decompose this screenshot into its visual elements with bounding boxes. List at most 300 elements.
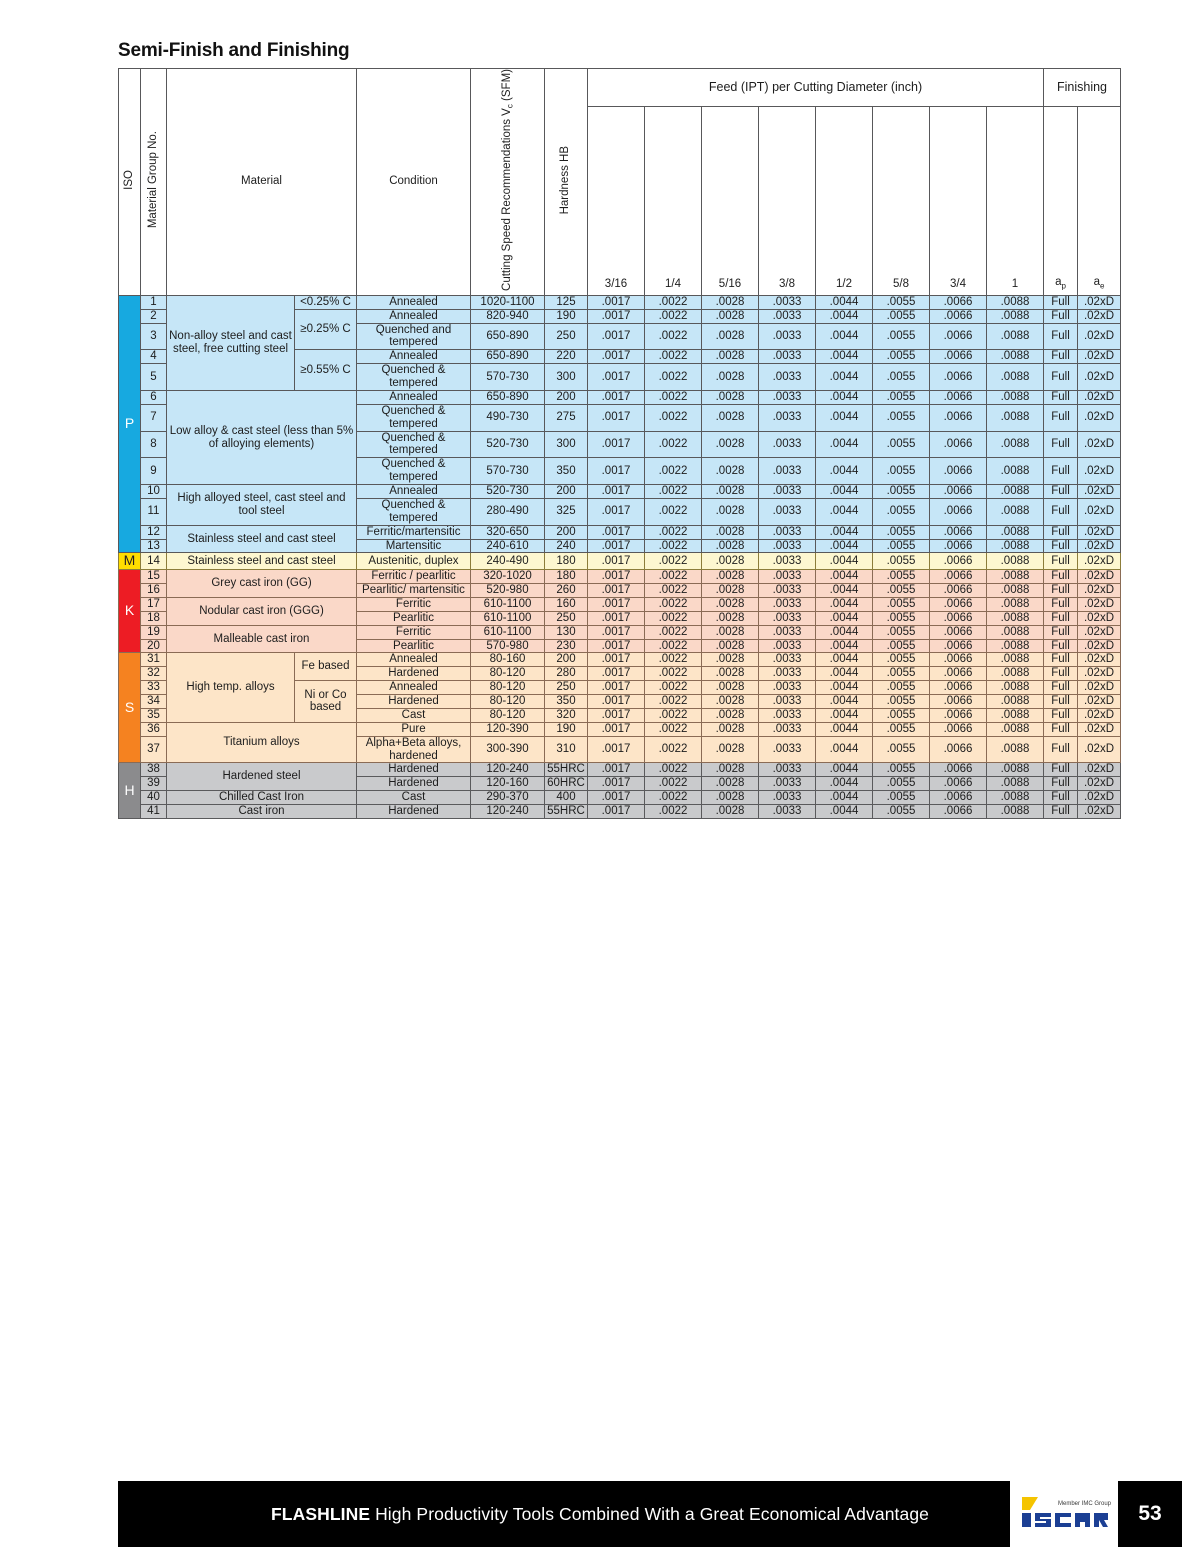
ae-value: .02xD [1078,498,1121,525]
ap-value: Full [1044,404,1078,431]
feed-value-1-2: .0044 [816,364,873,391]
feed-value-1-2: .0044 [816,791,873,805]
feed-value-3-16: .0017 [588,570,645,584]
feed-value-3-16: .0017 [588,625,645,639]
condition-value: Quenched & tempered [357,498,471,525]
feed-value-3-16: .0017 [588,722,645,736]
feed-value-5-16: .0028 [702,777,759,791]
ap-value: Full [1044,763,1078,777]
hardness-value: 240 [545,539,588,553]
ap-value: Full [1044,570,1078,584]
feed-value-3-4: .0066 [930,498,987,525]
header-group-row [119,69,1121,107]
hardness-value: 125 [545,295,588,309]
feed-value-1: .0088 [987,653,1044,667]
feed-value-1-4: .0022 [645,390,702,404]
feed-value-1-2: .0044 [816,485,873,499]
feed-value-1: .0088 [987,708,1044,722]
cutting-speed-subscript: c [505,104,515,109]
material-group-number: 38 [141,763,167,777]
ae-value: .02xD [1078,539,1121,553]
header-dia-1-2: 1/2 [816,106,873,295]
header-ap: $a_p$ [1044,106,1078,295]
header-dia-3-16: 3/16 [588,106,645,295]
table-row [119,722,1121,736]
condition-value: Quenched and tempered [357,323,471,350]
table-head [119,69,1121,296]
feed-value-5-16: .0028 [702,295,759,309]
cutting-speed-value: 520-730 [471,485,545,499]
feed-value-3-8: .0033 [759,570,816,584]
material-subclass: ≥0.25% C [295,309,357,350]
feed-value-1-2: .0044 [816,625,873,639]
cutting-speed-value: 520-730 [471,431,545,458]
material-group-number: 19 [141,625,167,639]
cutting-speed-value: 650-890 [471,390,545,404]
feed-value-3-4: .0066 [930,625,987,639]
feed-value-3-16: .0017 [588,736,645,763]
feed-value-1-2: .0044 [816,639,873,653]
feed-value-1-2: .0044 [816,553,873,570]
feed-value-3-8: .0033 [759,350,816,364]
ae-value: .02xD [1078,611,1121,625]
condition-value: Ferritic / pearlitic [357,570,471,584]
header-ae: $a_e$ [1078,106,1121,295]
ap-value: Full [1044,458,1078,485]
ae-value: .02xD [1078,805,1121,819]
ap-value: Full [1044,364,1078,391]
ap-value: Full [1044,681,1078,695]
feed-value-5-8: .0055 [873,498,930,525]
condition-value: Quenched & tempered [357,458,471,485]
feed-value-3-16: .0017 [588,525,645,539]
feed-value-1-2: .0044 [816,309,873,323]
hardness-value: 180 [545,570,588,584]
iscar-logo-svg [1016,1493,1112,1535]
hardness-value: 55HRC [545,805,588,819]
condition-value: Annealed [357,485,471,499]
hardness-value: 250 [545,611,588,625]
material-subclass: ≥0.55% C [295,350,357,391]
material-group-number: 32 [141,667,167,681]
feed-value-1-2: .0044 [816,695,873,709]
feed-value-1-4: .0022 [645,639,702,653]
feed-value-5-16: .0028 [702,404,759,431]
feed-value-3-8: .0033 [759,681,816,695]
feed-value-5-16: .0028 [702,763,759,777]
ap-value: Full [1044,390,1078,404]
material-group-number: 34 [141,695,167,709]
header-dia-3-8: 3/8 [759,106,816,295]
feed-value-3-4: .0066 [930,570,987,584]
feed-value-1-4: .0022 [645,295,702,309]
ae-value: .02xD [1078,625,1121,639]
feed-value-5-8: .0055 [873,431,930,458]
ae-value: .02xD [1078,390,1121,404]
feed-value-3-4: .0066 [930,350,987,364]
material-name: High alloyed steel, cast steel and tool steel [167,485,357,526]
feed-value-5-16: .0028 [702,639,759,653]
feed-value-3-4: .0066 [930,681,987,695]
feed-value-1-4: .0022 [645,777,702,791]
feed-value-1-4: .0022 [645,667,702,681]
feed-value-1-4: .0022 [645,736,702,763]
header-dia-5-16: 5/16 [702,106,759,295]
header-dia-5-8: 5/8 [873,106,930,295]
condition-value: Annealed [357,350,471,364]
header-dia-1-4: 1/4 [645,106,702,295]
feed-value-1-2: .0044 [816,350,873,364]
ae-value: .02xD [1078,722,1121,736]
header-material: Material [167,69,357,296]
cutting-speed-value: 650-890 [471,323,545,350]
feed-value-1: .0088 [987,763,1044,777]
condition-value: Ferritic [357,597,471,611]
feed-value-1-4: .0022 [645,404,702,431]
material-group-number: 9 [141,458,167,485]
feed-value-1-2: .0044 [816,570,873,584]
feed-value-3-4: .0066 [930,364,987,391]
material-name: High temp. alloys [167,653,295,722]
feed-value-5-16: .0028 [702,597,759,611]
material-name: Chilled Cast Iron [167,791,357,805]
feed-value-3-16: .0017 [588,295,645,309]
condition-value: Pearlitic/ martensitic [357,584,471,598]
feed-value-1: .0088 [987,553,1044,570]
feed-value-1-4: .0022 [645,805,702,819]
feed-value-3-16: .0017 [588,597,645,611]
feed-value-3-4: .0066 [930,485,987,499]
table-body [119,295,1121,818]
logo-member-text: Member IMC Group [1058,1501,1112,1507]
feed-value-3-4: .0066 [930,458,987,485]
material-group-number: 11 [141,498,167,525]
feed-value-3-4: .0066 [930,309,987,323]
feed-value-5-16: .0028 [702,350,759,364]
feed-value-3-8: .0033 [759,805,816,819]
feed-value-5-8: .0055 [873,681,930,695]
hardness-value: 260 [545,584,588,598]
header-finishing-group: Finishing [1044,69,1121,107]
header-iso: ISO [119,69,141,296]
material-group-number: 18 [141,611,167,625]
cutting-speed-value: 610-1100 [471,597,545,611]
ap-value: Full [1044,667,1078,681]
feed-value-3-16: .0017 [588,681,645,695]
feed-value-3-8: .0033 [759,722,816,736]
feed-value-3-8: .0033 [759,485,816,499]
feed-value-3-8: .0033 [759,736,816,763]
ae-value: .02xD [1078,777,1121,791]
feed-value-5-16: .0028 [702,309,759,323]
feed-value-5-8: .0055 [873,364,930,391]
condition-value: Pure [357,722,471,736]
header-cutting-speed: Cutting Speed Recommendations $V_c$ (SFM) [471,69,545,296]
feed-value-1-2: .0044 [816,653,873,667]
ae-value: .02xD [1078,653,1121,667]
ae-value: .02xD [1078,597,1121,611]
feed-value-1: .0088 [987,431,1044,458]
feed-value-1-2: .0044 [816,763,873,777]
table-row [119,597,1121,611]
feed-value-1: .0088 [987,350,1044,364]
feed-value-5-16: .0028 [702,708,759,722]
material-group-number: 14 [141,553,167,570]
table-row [119,625,1121,639]
feed-value-1-4: .0022 [645,485,702,499]
condition-value: Quenched & tempered [357,404,471,431]
hardness-value: 180 [545,553,588,570]
feed-value-5-8: .0055 [873,390,930,404]
feed-value-3-16: .0017 [588,553,645,570]
feed-value-3-4: .0066 [930,295,987,309]
material-group-number: 40 [141,791,167,805]
cutting-speed-value: 280-490 [471,498,545,525]
feed-value-3-8: .0033 [759,597,816,611]
feed-value-1-2: .0044 [816,390,873,404]
page-title: Semi-Finish and Finishing [118,40,350,61]
table-row [119,295,1121,309]
header-dia-3-4: 3/4 [930,106,987,295]
feed-value-1-4: .0022 [645,525,702,539]
condition-value: Annealed [357,295,471,309]
material-group-number: 5 [141,364,167,391]
hardness-value: 250 [545,681,588,695]
feed-value-5-8: .0055 [873,777,930,791]
feed-value-1-2: .0044 [816,404,873,431]
ap-value: Full [1044,736,1078,763]
cutting-speed-value: 120-390 [471,722,545,736]
feed-value-3-4: .0066 [930,667,987,681]
ae-value: .02xD [1078,736,1121,763]
ae-value: .02xD [1078,570,1121,584]
feed-value-5-16: .0028 [702,570,759,584]
material-group-number: 6 [141,390,167,404]
page-number: 53 [1138,1502,1162,1525]
feed-value-5-8: .0055 [873,309,930,323]
feed-value-1-2: .0044 [816,431,873,458]
feed-value-3-16: .0017 [588,763,645,777]
feed-value-1-4: .0022 [645,791,702,805]
feed-value-5-8: .0055 [873,570,930,584]
feed-value-3-4: .0066 [930,390,987,404]
cutting-speed-value: 610-1100 [471,625,545,639]
cutting-speed-value: 570-730 [471,364,545,391]
feed-value-1-2: .0044 [816,597,873,611]
feed-value-3-16: .0017 [588,708,645,722]
cutting-speed-value: 80-120 [471,708,545,722]
material-group-number: 41 [141,805,167,819]
ap-value: Full [1044,611,1078,625]
ap-value: Full [1044,708,1078,722]
condition-value: Pearlitic [357,611,471,625]
feed-value-3-4: .0066 [930,722,987,736]
condition-value: Annealed [357,681,471,695]
feed-value-3-4: .0066 [930,736,987,763]
feed-value-5-8: .0055 [873,791,930,805]
material-group-number: 37 [141,736,167,763]
material-group-number: 39 [141,777,167,791]
feed-value-1-4: .0022 [645,431,702,458]
hardness-value: 60HRC [545,777,588,791]
ap-value: Full [1044,431,1078,458]
feed-value-5-16: .0028 [702,584,759,598]
condition-value: Pearlitic [357,639,471,653]
feed-value-5-8: .0055 [873,584,930,598]
feed-value-5-8: .0055 [873,295,930,309]
feed-value-5-16: .0028 [702,681,759,695]
footer-banner [118,1481,1082,1547]
feed-value-3-16: .0017 [588,485,645,499]
feed-value-5-8: .0055 [873,763,930,777]
iso-group-s: S [119,653,141,763]
table-row [119,553,1121,570]
feed-value-1: .0088 [987,736,1044,763]
ap-value: Full [1044,295,1078,309]
ae-value: .02xD [1078,695,1121,709]
material-name: Titanium alloys [167,722,357,763]
feed-value-1: .0088 [987,364,1044,391]
feed-value-5-8: .0055 [873,625,930,639]
feed-value-5-16: .0028 [702,323,759,350]
material-group-number: 16 [141,584,167,598]
feed-value-3-8: .0033 [759,667,816,681]
feed-value-1-4: .0022 [645,763,702,777]
iso-group-h: H [119,763,141,819]
feed-value-3-16: .0017 [588,777,645,791]
cutting-speed-value: 80-160 [471,653,545,667]
header-hardness: Hardness HB [545,69,588,296]
feed-value-5-8: .0055 [873,667,930,681]
condition-value: Quenched & tempered [357,431,471,458]
feed-value-5-8: .0055 [873,722,930,736]
table-row [119,390,1121,404]
feed-value-1: .0088 [987,722,1044,736]
feed-value-3-8: .0033 [759,498,816,525]
hardness-value: 300 [545,364,588,391]
ap-value: Full [1044,695,1078,709]
feed-value-3-16: .0017 [588,390,645,404]
feed-value-1: .0088 [987,639,1044,653]
feed-value-3-8: .0033 [759,390,816,404]
feed-value-1-2: .0044 [816,722,873,736]
hardness-value: 230 [545,639,588,653]
cutting-speed-value: 610-1100 [471,611,545,625]
cutting-data-table [118,68,1121,819]
feed-value-3-8: .0033 [759,323,816,350]
cutting-speed-value: 240-490 [471,553,545,570]
material-group-number: 2 [141,309,167,323]
cutting-speed-value: 570-730 [471,458,545,485]
feed-value-1: .0088 [987,525,1044,539]
material-group-number: 35 [141,708,167,722]
header-material-group-no: Material Group No. [141,69,167,296]
material-group-number: 8 [141,431,167,458]
hardness-value: 200 [545,653,588,667]
material-name: Hardened steel [167,763,357,791]
feed-value-3-16: .0017 [588,539,645,553]
iscar-logo [1010,1481,1118,1547]
feed-value-3-16: .0017 [588,364,645,391]
feed-value-1-2: .0044 [816,708,873,722]
condition-value: Hardened [357,695,471,709]
material-group-number: 33 [141,681,167,695]
ae-value: .02xD [1078,667,1121,681]
ae-value: .02xD [1078,553,1121,570]
cutting-speed-value: 240-610 [471,539,545,553]
feed-value-5-16: .0028 [702,390,759,404]
feed-value-5-16: .0028 [702,485,759,499]
feed-value-1: .0088 [987,539,1044,553]
condition-value: Annealed [357,309,471,323]
hardness-value: 160 [545,597,588,611]
hardness-value: 280 [545,667,588,681]
material-name: Nodular cast iron (GGG) [167,597,357,625]
feed-value-3-8: .0033 [759,584,816,598]
hardness-value: 200 [545,390,588,404]
feed-value-5-16: .0028 [702,695,759,709]
material-name: Malleable cast iron [167,625,357,653]
feed-value-1-4: .0022 [645,695,702,709]
material-group-number: 36 [141,722,167,736]
hardness-value: 220 [545,350,588,364]
material-subclass: <0.25% C [295,295,357,309]
condition-value: Ferritic [357,625,471,639]
ae-value: .02xD [1078,763,1121,777]
feed-value-3-4: .0066 [930,323,987,350]
feed-value-1-4: .0022 [645,309,702,323]
feed-value-3-4: .0066 [930,597,987,611]
ae-value: .02xD [1078,323,1121,350]
feed-value-1: .0088 [987,805,1044,819]
feed-value-3-16: .0017 [588,667,645,681]
cutting-speed-value: 300-390 [471,736,545,763]
material-group-number: 3 [141,323,167,350]
feed-value-3-4: .0066 [930,525,987,539]
cutting-speed-value: 120-160 [471,777,545,791]
feed-value-5-8: .0055 [873,553,930,570]
cutting-speed-value: 290-370 [471,791,545,805]
ap-value: Full [1044,625,1078,639]
table-row [119,525,1121,539]
feed-value-5-8: .0055 [873,597,930,611]
hardness-value: 310 [545,736,588,763]
spec-table-wrapper [118,68,1121,819]
condition-value: Cast [357,708,471,722]
material-name: Non-alloy steel and cast steel, free cutting steel [167,295,295,390]
feed-value-3-8: .0033 [759,553,816,570]
material-group-number: 15 [141,570,167,584]
feed-value-3-8: .0033 [759,431,816,458]
ae-value: .02xD [1078,404,1121,431]
condition-value: Hardened [357,777,471,791]
feed-value-5-16: .0028 [702,431,759,458]
material-name: Stainless steel and cast steel [167,525,357,553]
feed-value-5-16: .0028 [702,525,759,539]
feed-value-1-4: .0022 [645,653,702,667]
feed-value-5-8: .0055 [873,404,930,431]
ae-value: .02xD [1078,485,1121,499]
feed-value-1: .0088 [987,458,1044,485]
feed-value-3-8: .0033 [759,777,816,791]
iso-group-m: M [119,553,141,570]
feed-value-3-4: .0066 [930,553,987,570]
condition-value: Annealed [357,390,471,404]
header-condition: Condition [357,69,471,296]
feed-value-3-8: .0033 [759,708,816,722]
ae-value: .02xD [1078,458,1121,485]
feed-value-3-8: .0033 [759,639,816,653]
